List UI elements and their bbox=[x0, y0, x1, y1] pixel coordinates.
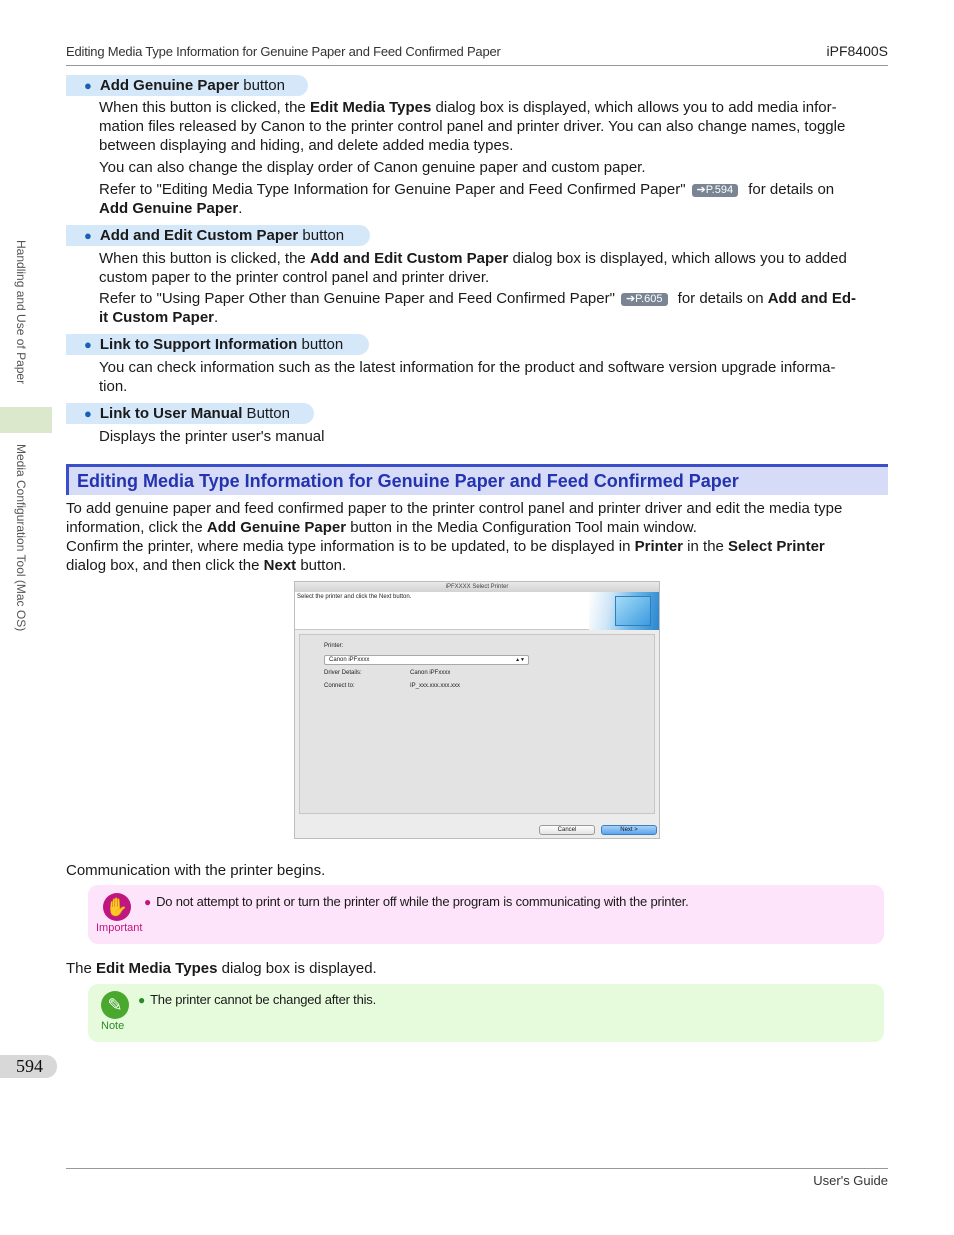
paragraph bbox=[99, 358, 889, 396]
section-title: Editing Media Type Information for Genuine Paper and Feed Confirmed Paper bbox=[77, 471, 739, 491]
text: When this button is clicked, the bbox=[99, 99, 310, 116]
footer-title: User's Guide bbox=[813, 1173, 888, 1188]
next-button[interactable]: Next > bbox=[601, 825, 657, 835]
item-heading-link-user-manual bbox=[66, 403, 314, 424]
side-tab-marker bbox=[0, 407, 52, 433]
text: in the bbox=[683, 538, 729, 555]
bullet-icon: ● bbox=[84, 337, 92, 352]
bold-text: Add Genuine Paper bbox=[99, 200, 239, 217]
section-body bbox=[66, 499, 896, 575]
printer-select[interactable] bbox=[324, 655, 529, 665]
item-heading-link-support bbox=[66, 334, 369, 355]
paragraph: You can also change the display order of Canon genuine paper and custom paper. bbox=[99, 159, 646, 176]
text: tion. bbox=[99, 378, 128, 395]
bullet-icon: ● bbox=[84, 228, 92, 243]
note-label: Note bbox=[101, 1020, 125, 1032]
bullet-icon: ● bbox=[84, 406, 92, 421]
text: You can check information such as the latest information for the product and software version upgrade informa- bbox=[99, 359, 836, 376]
dialog-instruction: Select the printer and click the Next button. bbox=[297, 594, 412, 600]
bold-text: Printer bbox=[634, 538, 684, 555]
header-rule bbox=[66, 65, 888, 66]
paragraph bbox=[99, 289, 889, 327]
page-reference-link[interactable]: ➔P.594 bbox=[692, 184, 739, 197]
text: The printer cannot be changed after this. bbox=[150, 992, 377, 1007]
text: dialog box is displayed, which allows you to added bbox=[508, 250, 847, 267]
text: for details on bbox=[673, 290, 768, 307]
side-tab-upper-label: Handling and Use of Paper bbox=[14, 240, 28, 385]
paragraph bbox=[99, 98, 889, 155]
bold-text: Next bbox=[263, 557, 297, 574]
text: . bbox=[238, 200, 243, 217]
text: The bbox=[66, 960, 97, 977]
text: for details on bbox=[744, 181, 835, 198]
footer-rule bbox=[66, 1168, 888, 1169]
dialog-banner-graphic bbox=[589, 592, 659, 630]
text: dialog box is displayed. bbox=[217, 960, 377, 977]
item-heading-bold: Link to User Manual bbox=[99, 405, 243, 422]
paragraph: Displays the printer user's manual bbox=[99, 428, 325, 445]
note-text bbox=[138, 992, 376, 1007]
text: To add genuine paper and feed confirmed paper to the printer control panel and printer driver and edit the media type bbox=[66, 500, 843, 517]
bullet-icon: ● bbox=[84, 78, 92, 93]
text: Refer to "Using Paper Other than Genuine Paper and Feed Confirmed Paper" bbox=[99, 290, 615, 307]
bold-text: Select Printer bbox=[728, 538, 825, 555]
bold-text: it Custom Paper bbox=[99, 309, 215, 326]
running-header-title: Editing Media Type Information for Genuine Paper and Feed Confirmed Paper bbox=[66, 44, 501, 59]
page-number: 594 bbox=[0, 1055, 57, 1078]
text: button in the Media Configuration Tool main window. bbox=[346, 519, 697, 536]
important-text bbox=[144, 894, 689, 909]
bullet-icon: ● bbox=[138, 993, 146, 1007]
bold-text: Edit Media Types bbox=[96, 960, 218, 977]
text: Confirm the printer, where media type information is to be updated, to be displayed in bbox=[66, 538, 635, 555]
section-heading bbox=[66, 464, 888, 495]
side-tab-lower-label: Media Configuration Tool (Mac OS) bbox=[14, 444, 28, 632]
text: Refer to "Editing Media Type Information for Genuine Paper and Feed Confirmed Paper" bbox=[99, 181, 686, 198]
item-heading-bold: Add and Edit Custom Paper bbox=[99, 227, 299, 244]
item-heading-suffix: button bbox=[298, 227, 345, 244]
item-heading-suffix: Button bbox=[242, 405, 290, 422]
text: Do not attempt to print or turn the printer off while the program is communicating with the printer. bbox=[156, 894, 689, 909]
text: When this button is clicked, the bbox=[99, 250, 310, 267]
bold-text: Add and Edit Custom Paper bbox=[309, 250, 509, 267]
dialog-banner bbox=[295, 592, 659, 630]
text: . bbox=[214, 309, 219, 326]
printer-label: Printer: bbox=[324, 643, 344, 649]
text: button. bbox=[296, 557, 347, 574]
driver-details-value: Canon iPFxxxx bbox=[410, 670, 451, 676]
paragraph bbox=[99, 180, 889, 218]
text: dialog box, and then click the bbox=[66, 557, 264, 574]
item-heading-add-edit-custom-paper bbox=[66, 225, 370, 246]
text: dialog box is displayed, which allows you to add media infor- bbox=[431, 99, 837, 116]
hand-stop-icon: ✋ bbox=[103, 893, 131, 921]
printer-select-value: Canon iPFxxxx bbox=[329, 657, 370, 663]
paragraph bbox=[99, 249, 889, 287]
bold-text: Add and Ed- bbox=[767, 290, 857, 307]
bold-text: Add Genuine Paper bbox=[206, 519, 347, 536]
text: mation files released by Canon to the printer control panel and printer driver. You can also change names, toggle bbox=[99, 118, 846, 135]
select-arrows-icon: ▲▼ bbox=[515, 657, 525, 663]
cancel-button[interactable]: Cancel bbox=[539, 825, 595, 835]
bullet-icon: ● bbox=[144, 895, 152, 909]
item-heading-bold: Link to Support Information bbox=[99, 336, 298, 353]
text: custom paper to the printer control panel and printer driver. bbox=[99, 269, 490, 286]
important-label: Important bbox=[96, 922, 143, 934]
bold-text: Edit Media Types bbox=[309, 99, 432, 116]
item-heading-add-genuine-paper bbox=[66, 75, 308, 96]
text: between displaying and hiding, and delete added media types. bbox=[99, 137, 514, 154]
important-callout bbox=[88, 885, 884, 944]
item-heading-suffix: button bbox=[297, 336, 344, 353]
connect-to-label: Connect to: bbox=[324, 683, 355, 689]
page-reference-link[interactable]: ➔P.605 bbox=[621, 293, 668, 306]
dialog-title: iPFXXXX Select Printer bbox=[295, 582, 659, 592]
dialog-panel bbox=[299, 634, 655, 814]
item-heading-bold: Add Genuine Paper bbox=[99, 77, 240, 94]
text: information, click the bbox=[66, 519, 207, 536]
paragraph: Communication with the printer begins. bbox=[66, 862, 326, 879]
connect-to-value: IP_xxx.xxx.xxx.xxx bbox=[410, 683, 461, 689]
model-name: iPF8400S bbox=[826, 43, 888, 59]
driver-details-label: Driver Details: bbox=[324, 670, 362, 676]
note-callout bbox=[88, 984, 884, 1042]
select-printer-dialog bbox=[294, 581, 660, 839]
item-heading-suffix: button bbox=[239, 77, 285, 94]
pencil-check-icon: ✎ bbox=[101, 991, 129, 1019]
paragraph bbox=[66, 959, 377, 978]
printer-graphic-icon bbox=[615, 596, 651, 626]
